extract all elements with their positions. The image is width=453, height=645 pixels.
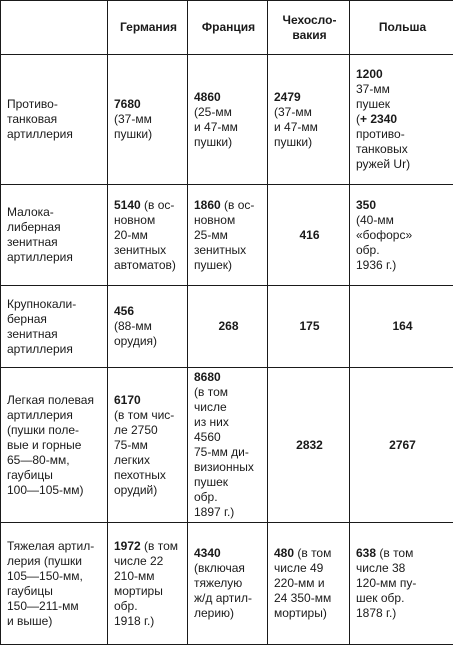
cell-germany-light-field: 6170 (в том чис- ле 2750 75-мм легких пехотных орудий): [108, 368, 188, 523]
cell-germany-small-aa: 5140 (в ос- новном 20-мм зенитных автоматов): [108, 185, 188, 286]
cell-czech-light-field: 2832: [268, 368, 350, 523]
cell-poland-large-aa: 164: [350, 286, 453, 368]
table-row: [1, 55, 453, 185]
cell-france-heavy: 4340 (включая тяжелую ж/д артил- лерию): [188, 523, 268, 645]
cell-czech-antitank: 2479 (37-мм и 47-мм пушки): [268, 55, 350, 185]
cell-germany-large-aa: 456 (88-мм орудия): [108, 286, 188, 368]
header-czechoslovakia: Чехосло- вакия: [268, 1, 350, 55]
cell-czech-large-aa: 175: [268, 286, 350, 368]
cell-france-large-aa: 268: [188, 286, 268, 368]
table-header-row: [1, 1, 453, 55]
cell-germany-antitank: 7680 (37-мм пушки): [108, 55, 188, 185]
cell-france-small-aa: 1860 (в ос- новном 25-мм зенитных пушек): [188, 185, 268, 286]
table-row: [1, 286, 453, 368]
cell-germany-heavy: 1972 (в том числе 22 210-мм мортиры обр. 1918 г.): [108, 523, 188, 645]
cell-czech-small-aa: 416: [268, 185, 350, 286]
table-row: [1, 368, 453, 523]
row-label-light-field: Легкая полевая артиллерия (пушки поле- вые и горные 65—80-мм, гаубицы 100—105-мм): [1, 368, 108, 523]
table-row: [1, 523, 453, 645]
header-poland: Польша: [350, 1, 453, 55]
cell-czech-heavy: 480 (в том числе 49 220-мм и 24 350-мм мортиры): [268, 523, 350, 645]
header-empty: [1, 1, 108, 55]
cell-poland-light-field: 2767: [350, 368, 453, 523]
cell-france-antitank: 4860 (25-мм и 47-мм пушки): [188, 55, 268, 185]
cell-poland-small-aa: 350 (40-мм «бофорс» обр. 1936 г.): [350, 185, 453, 286]
header-france: Франция: [188, 1, 268, 55]
cell-poland-heavy: 638 (в том числе 38 120-мм пу- шек обр. 1878 г.): [350, 523, 453, 645]
row-label-antitank: Противо- танковая артиллерия: [1, 55, 108, 185]
table-row: [1, 185, 453, 286]
cell-poland-antitank: 1200 37-мм пушек (+ 2340 противо- танковых ружей Ur): [350, 55, 453, 185]
row-label-heavy: Тяжелая артил- лерия (пушки 105—150-мм, гаубицы 150—211-мм и выше): [1, 523, 108, 645]
row-label-large-aa: Крупнокали- берная зенитная артиллерия: [1, 286, 108, 368]
cell-france-light-field: 8680 (в том числе из них 4560 75-мм ди- визионных пушек обр. 1897 г.): [188, 368, 268, 523]
header-germany: Германия: [108, 1, 188, 55]
row-label-small-aa: Малока- либерная зенитная артиллерия: [1, 185, 108, 286]
